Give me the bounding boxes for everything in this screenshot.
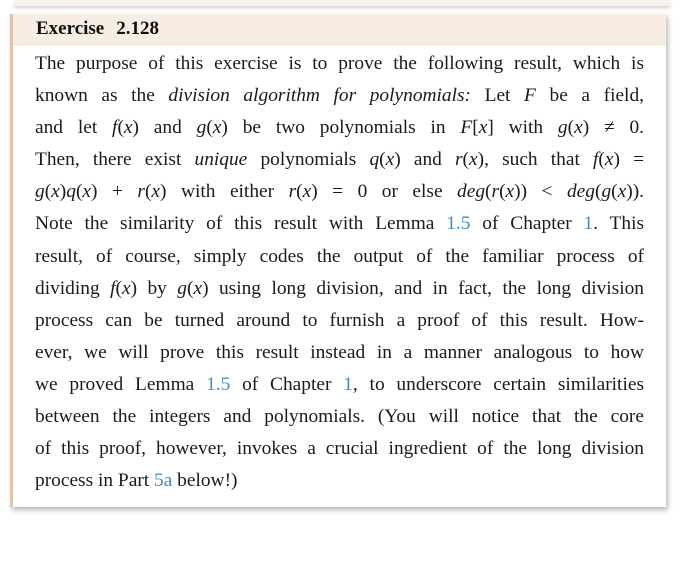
math-italic: x [51,181,60,203]
math-italic: x [469,149,478,171]
math-italic: r [288,181,297,203]
text-line: and let f(x) and g(x) be two polynomials in F[x] with g(x) ≠ 0. [35,117,644,139]
cross-reference-link[interactable]: 1 [343,373,353,395]
math-italic: x [505,181,515,203]
math-italic: f [112,117,118,139]
cross-reference-link[interactable]: 1.5 [446,213,471,235]
math-italic: g [35,181,45,203]
math-italic: q [369,149,380,171]
math-italic: x [574,117,583,139]
math-italic: x [478,117,488,139]
math-italic: deg [457,181,486,203]
text-line: process in Part 5a below!) [35,470,238,492]
exercise-box [10,14,666,507]
math-italic: x [121,277,131,299]
text-line: process can be turned around to furnish a proof of this result. How- [35,309,644,331]
math-italic: x [212,117,222,139]
text-line: of this proof, however, invokes a crucial ingredient of the long division [35,438,644,460]
text-line: result, of course, simply codes the output of the familiar process of [35,245,644,267]
math-italic: q [66,181,76,203]
text-line: Then, there exist unique polynomials q(x) and r(x), such that f(x) = [35,149,645,171]
math-italic: g [177,277,187,299]
exercise-label: Exercise [36,18,105,39]
math-italic: x [193,277,203,299]
math-italic: x [151,181,161,203]
text-line: g(x)q(x) + r(x) with either r(x) = 0 or else deg(r(x)) < deg(g(x)). [35,181,644,203]
math-italic: g [196,117,207,139]
math-italic: deg [566,181,595,203]
math-italic: g [601,181,612,203]
text-line: known as the division algorithm for polynomials: Let F be a field, [35,85,644,107]
math-italic: F [460,117,473,139]
text-line: we proved Lemma 1.5 of Chapter 1, to underscore certain similarities [35,373,644,395]
math-italic: division algorithm for polynomials: [168,85,471,107]
math-italic: r [137,181,145,203]
math-italic: f [593,149,599,171]
math-italic: x [82,181,92,203]
exercise-header [13,14,666,45]
text-line: The purpose of this exercise is to prove the following result, which is [35,53,644,74]
exercise-number: 2.128 [116,18,159,39]
cross-reference-link[interactable]: 1.5 [206,373,231,395]
math-italic: r [455,149,463,171]
math-italic: x [604,149,614,171]
cross-reference-link[interactable]: 5a [154,470,173,492]
math-italic: x [617,181,627,203]
text-line: ever, we will prove this result instead in a manner analogous to how [35,341,644,363]
previous-box-edge [14,0,670,6]
text-line: between the integers and polynomials. (You will notice that the core [35,406,644,428]
exercise-body [13,45,666,497]
math-italic: g [557,117,568,139]
math-italic: f [110,277,116,299]
math-italic: x [385,149,395,171]
text-line: dividing f(x) by g(x) using long division, and in fact, the long division [35,277,644,299]
math-italic: x [123,117,133,139]
math-italic: F [524,85,536,107]
math-italic: r [491,181,500,203]
math-italic: x [302,181,312,203]
math-italic: unique [194,149,248,171]
cross-reference-link[interactable]: 1 [583,213,594,235]
text-line: Note the similarity of this result with Lemma 1.5 of Chapter 1. This [35,213,644,235]
